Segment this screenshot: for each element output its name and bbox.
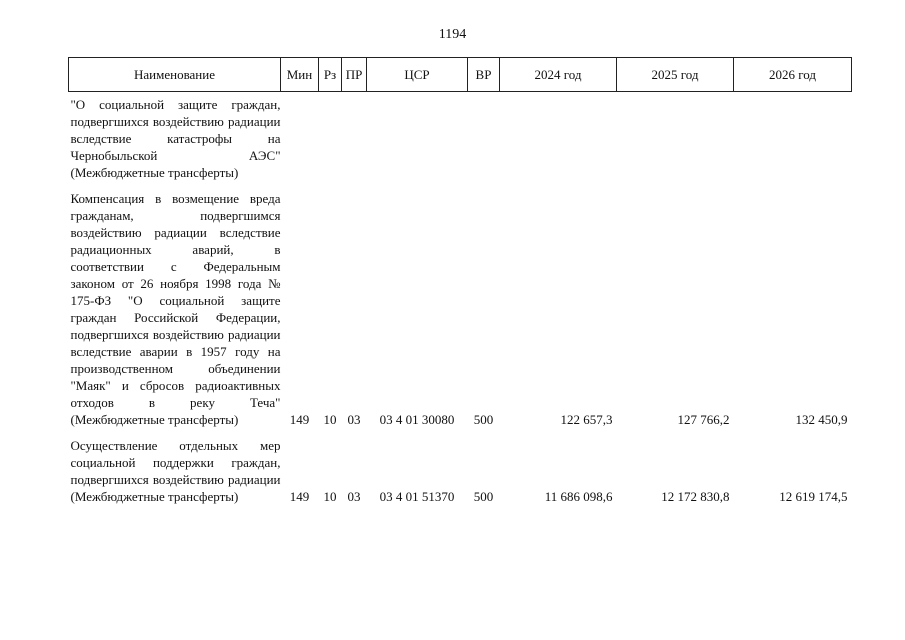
header-name: Наименование [69,58,281,92]
header-year-2025: 2025 год [617,58,734,92]
table-row [69,186,852,433]
row-csr: 03 4 01 51370 [379,489,455,504]
table-row [69,433,852,510]
table-row [69,92,852,187]
header-rz: Рз [319,58,342,92]
row-amount-2026 [734,92,852,187]
table-body [69,92,852,511]
header-vr: ВР [468,58,500,92]
row-amount-2024: 11 686 098,6 [544,489,613,504]
row-name: "О социальной защите граждан, подвергшихся воздействию радиации вследствие катастрофы на Чернобыльской АЭС" (Межбюджетные трансферты) [70,97,281,180]
row-pr: 03 [347,489,361,504]
row-min: 149 [289,489,310,504]
row-rz: 10 [323,412,337,427]
row-vr: 500 [473,412,494,427]
row-csr [367,92,468,187]
header-row [69,58,852,92]
header-pr: ПР [342,58,367,92]
row-amount-2024: 122 657,3 [560,412,613,427]
row-min: 149 [289,412,310,427]
header-year-2026: 2026 год [734,58,852,92]
row-amount-2026: 132 450,9 [795,412,848,427]
row-csr: 03 4 01 30080 [379,412,455,427]
row-vr: 500 [473,489,494,504]
row-amount-2024 [500,92,617,187]
row-pr [342,92,367,187]
row-amount-2025: 127 766,2 [677,412,730,427]
row-amount-2025 [617,92,734,187]
budget-table [68,57,852,510]
page-number: 1194 [438,27,467,42]
header-csr: ЦСР [367,58,468,92]
row-rz: 10 [323,489,337,504]
row-rz [319,92,342,187]
table-header [69,58,852,92]
row-name: Компенсация в возмещение вреда гражданам, подвергшимся воздействию радиации вследствие радиационных аварий, в соответствии с Федеральным законом от 26 ноября 1998 года № 175-ФЗ "О социальной защите граждан Российской Федерации, подвергшихся воздействию радиации вследствие аварии в 1957 году на производственном объединении "Маяк" и сбросов радиоактивных отходов в реку Теча" (Межбюджетные трансферты) [70,191,281,427]
row-amount-2025: 12 172 830,8 [661,489,730,504]
header-year-2024: 2024 год [500,58,617,92]
header-min: Мин [281,58,319,92]
row-amount-2026: 12 619 174,5 [779,489,848,504]
row-pr: 03 [347,412,361,427]
row-name: Осуществление отдельных мер социальной поддержки граждан, подвергшихся воздействию радиации (Межбюджетные трансферты) [70,438,281,504]
row-min [281,92,319,187]
row-vr [468,92,500,187]
